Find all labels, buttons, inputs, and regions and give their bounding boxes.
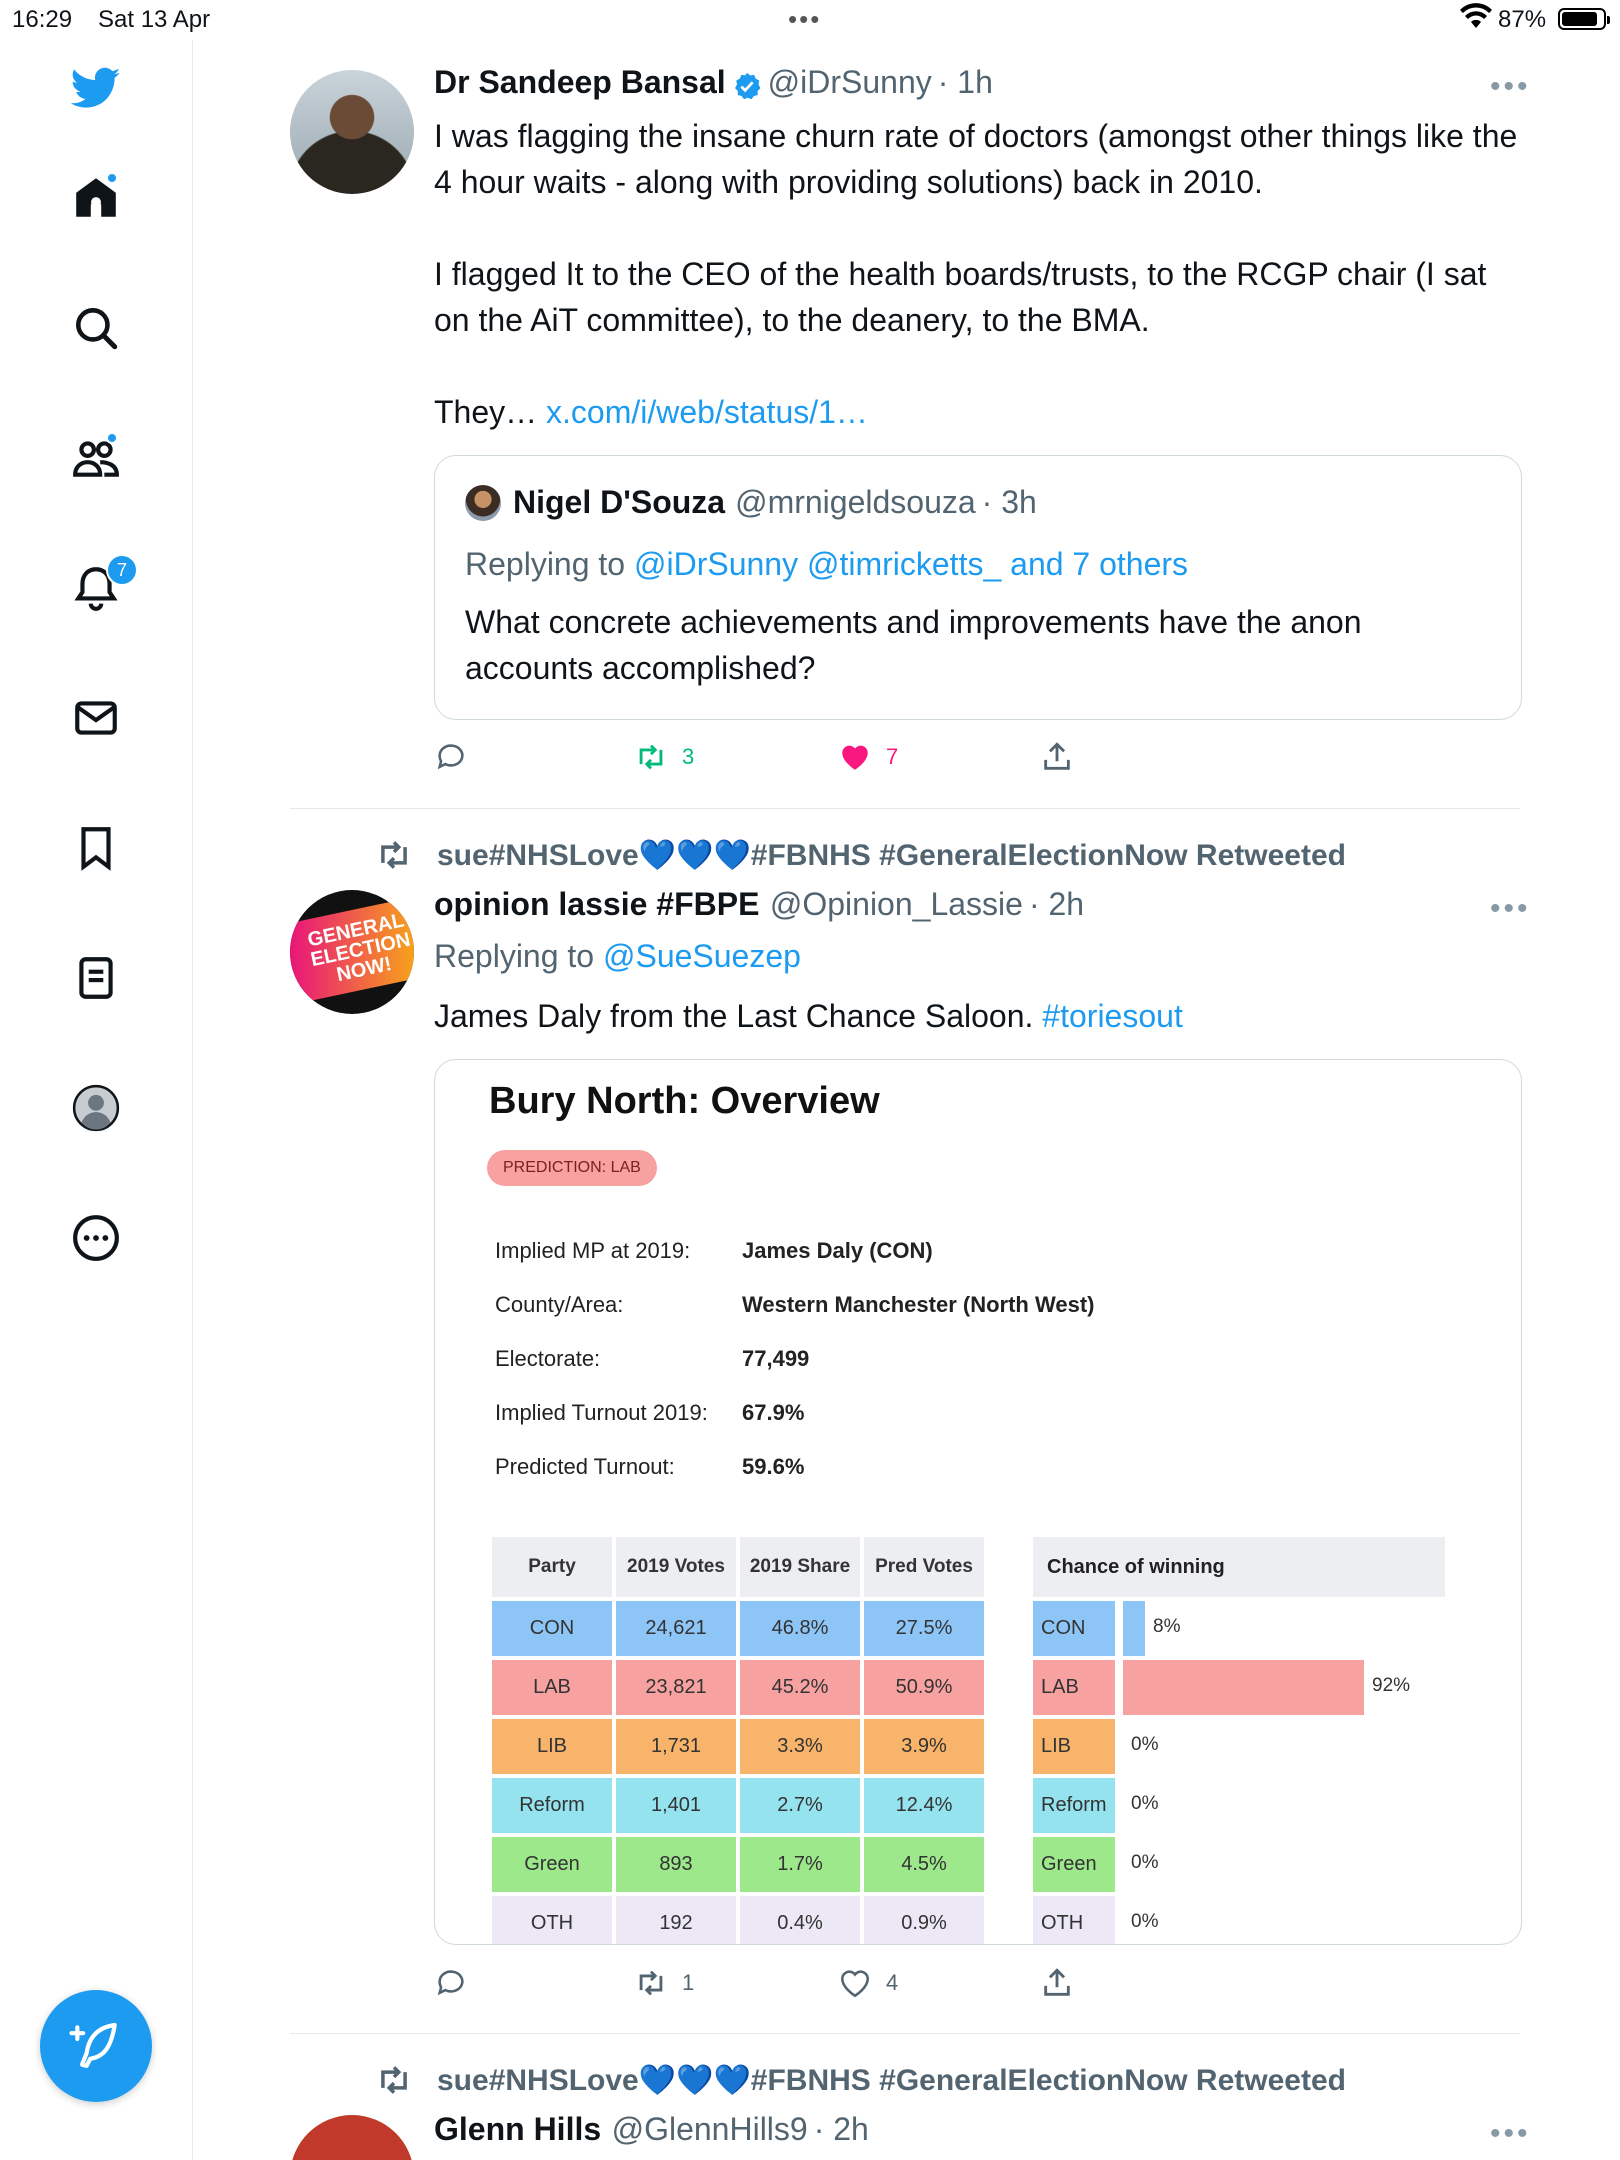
heart-filled-icon <box>838 740 872 774</box>
cell-votes: 1,731 <box>616 1719 736 1774</box>
cell-party: LIB <box>492 1719 612 1774</box>
home-notification-dot <box>106 172 118 184</box>
tweet2-replying-prefix: Replying to <box>434 938 595 974</box>
quote-author-name[interactable]: Nigel D'Souza <box>513 484 726 520</box>
retweet-icon <box>375 2061 413 2099</box>
retweet-icon <box>375 836 413 874</box>
fact-value: 59.6% <box>742 1454 805 1479</box>
tweet1-body <box>434 113 1524 435</box>
votes-table-header <box>492 1537 984 1597</box>
tweet2-retweet-button[interactable] <box>634 1966 694 2000</box>
tweet2-author-handle[interactable]: @Opinion_Lassie <box>769 886 1023 922</box>
tweet2-retweet-count: 1 <box>682 1970 695 1995</box>
chance-party: Reform <box>1033 1778 1115 1833</box>
cell-share: 0.4% <box>740 1896 860 1945</box>
tweet1-retweet-count: 3 <box>682 744 695 769</box>
tweet2-like-button[interactable] <box>838 1966 898 2000</box>
prediction-badge: PREDICTION: LAB <box>487 1150 657 1186</box>
cell-pred: 12.4% <box>864 1778 984 1833</box>
tweet1-share-button[interactable] <box>1040 740 1074 774</box>
tweet2-hashtag[interactable]: #toriesout <box>1042 998 1183 1034</box>
chance-row <box>1033 1601 1445 1660</box>
fact-label: Implied Turnout 2019: <box>495 1400 708 1425</box>
multitasking-dots-icon[interactable]: ••• <box>788 4 822 34</box>
quote-timestamp: · 3h <box>981 484 1037 520</box>
chance-party: Green <box>1033 1837 1115 1892</box>
tweet2-retweeted-by-text: sue#NHSLove💙💙💙#FBNHS #GeneralElectionNow Retweeted <box>437 838 1346 872</box>
tweet1-timestamp[interactable]: · 1h <box>937 64 993 100</box>
chance-label: 0% <box>1131 1734 1159 1755</box>
quote-author-avatar[interactable] <box>465 485 501 521</box>
tweet2-retweeted-by[interactable] <box>375 836 1346 874</box>
fact-value: Western Manchester (North West) <box>742 1292 1095 1317</box>
tweet2-text: James Daly from the Last Chance Saloon. <box>434 998 1034 1034</box>
tweet1-header <box>434 64 993 106</box>
fact-label: Implied MP at 2019: <box>495 1238 691 1263</box>
profile-avatar-icon[interactable] <box>66 1078 126 1138</box>
quoted-tweet[interactable] <box>434 455 1522 720</box>
tweet3-timestamp[interactable]: · 2h <box>813 2111 869 2147</box>
sidebar <box>0 40 193 2160</box>
table-row <box>492 1601 984 1656</box>
search-icon[interactable] <box>66 298 126 358</box>
tweet1-more-icon[interactable]: ••• <box>1490 70 1531 103</box>
communities-notification-dot <box>106 432 118 444</box>
header-2019-votes: 2019 Votes <box>616 1537 736 1597</box>
cell-votes: 1,401 <box>616 1778 736 1833</box>
status-date: Sat 13 Apr <box>98 6 211 33</box>
tweet1-link[interactable]: x.com/i/web/status/1… <box>546 394 868 430</box>
chance-header: Chance of winning <box>1033 1537 1445 1597</box>
retweet-icon <box>634 740 668 774</box>
chance-row <box>1033 1778 1445 1837</box>
tweet1-like-count: 7 <box>886 744 899 769</box>
tweet1-author-name[interactable]: Dr Sandeep Bansal <box>434 64 726 100</box>
tweet2-media-image[interactable] <box>434 1059 1522 1945</box>
tweet1-retweet-button[interactable] <box>634 740 694 774</box>
tweet3-retweeted-by[interactable] <box>375 2061 1346 2099</box>
cell-share: 3.3% <box>740 1719 860 1774</box>
chance-row <box>1033 1837 1445 1896</box>
tweet2-reply-button[interactable] <box>434 1966 468 2000</box>
cell-pred: 0.9% <box>864 1896 984 1945</box>
cell-share: 1.7% <box>740 1837 860 1892</box>
messages-icon[interactable] <box>66 688 126 748</box>
reply-icon <box>434 1966 468 2000</box>
cell-share: 2.7% <box>740 1778 860 1833</box>
tweet2-more-icon[interactable]: ••• <box>1490 892 1531 925</box>
tweet1-author-handle[interactable]: @iDrSunny <box>767 64 932 100</box>
tweet2-author-avatar[interactable] <box>290 890 414 1014</box>
status-time: 16:29 <box>12 6 73 33</box>
quote-author-handle[interactable]: @mrnigeldsouza <box>735 484 976 520</box>
tweet3-author-handle[interactable]: @GlennHills9 <box>611 2111 808 2147</box>
notifications-badge: 7 <box>106 554 138 586</box>
cell-votes: 23,821 <box>616 1660 736 1715</box>
tweet3-more-icon[interactable]: ••• <box>1490 2117 1531 2150</box>
fact-label: County/Area: <box>495 1292 624 1317</box>
media-title: Bury North: Overview <box>489 1080 880 1122</box>
communities-icon[interactable] <box>66 428 126 488</box>
tweet-divider <box>290 2033 1520 2034</box>
quote-text: What concrete achievements and improvements have the anon accounts accomplished? <box>465 604 1362 686</box>
cell-pred: 4.5% <box>864 1837 984 1892</box>
tweet1-text-p2: I flagged It to the CEO of the health boards/trusts, to the RCGP chair (I sat on the AiT committee), to the deanery, to the BMA. <box>434 256 1487 338</box>
cell-votes: 192 <box>616 1896 736 1945</box>
chance-party: LAB <box>1033 1660 1115 1715</box>
share-icon <box>1040 740 1074 774</box>
cell-pred: 27.5% <box>864 1601 984 1656</box>
fact-value: James Daly (CON) <box>742 1238 933 1263</box>
header-pred-votes: Pred Votes <box>864 1537 984 1597</box>
cell-pred: 50.9% <box>864 1660 984 1715</box>
tweet1-text-p1: I was flagging the insane churn rate of doctors (amongst other things like the 4 hour waits - along with providing solutions) back in 2010. <box>434 118 1518 200</box>
tweet1-reply-button[interactable] <box>434 740 468 774</box>
tweet2-author-name[interactable]: opinion lassie #FBPE <box>434 886 760 922</box>
chance-bar <box>1123 1601 1145 1656</box>
cell-votes: 893 <box>616 1837 736 1892</box>
chance-label: 8% <box>1153 1616 1181 1637</box>
cell-party: LAB <box>492 1660 612 1715</box>
tweet-divider <box>290 808 1520 809</box>
header-2019-share: 2019 Share <box>740 1537 860 1597</box>
chance-party: CON <box>1033 1601 1115 1656</box>
chance-label: 92% <box>1372 1675 1411 1696</box>
home-icon[interactable] <box>66 168 126 228</box>
twitter-logo-icon[interactable] <box>66 58 126 118</box>
quote-replying-to[interactable]: @iDrSunny @timricketts_ and 7 others <box>633 546 1189 582</box>
table-row <box>492 1837 984 1892</box>
chance-label: 0% <box>1131 1911 1159 1932</box>
cell-party: CON <box>492 1601 612 1656</box>
table-row <box>492 1660 984 1715</box>
chance-party: LIB <box>1033 1719 1115 1774</box>
chance-of-winning-chart <box>1033 1537 1445 1945</box>
battery-icon <box>1558 8 1606 30</box>
chance-label: 0% <box>1131 1852 1159 1873</box>
tweet1-like-button[interactable] <box>838 740 898 774</box>
chance-bar <box>1123 1660 1364 1715</box>
tweet3-author-avatar[interactable] <box>290 2115 414 2160</box>
chance-row <box>1033 1719 1445 1778</box>
lists-icon[interactable] <box>66 948 126 1008</box>
battery-percent: 87% <box>1498 6 1547 33</box>
tweet1-author-avatar[interactable] <box>290 70 414 194</box>
status-bar <box>0 0 1620 40</box>
cell-votes: 24,621 <box>616 1601 736 1656</box>
tweet2-share-button[interactable] <box>1040 1966 1074 2000</box>
votes-table <box>488 1533 988 1945</box>
chance-party: OTH <box>1033 1896 1115 1945</box>
more-options-icon[interactable] <box>66 1208 126 1268</box>
notifications-bell-icon[interactable] <box>66 558 126 618</box>
verified-badge-icon <box>732 71 762 106</box>
retweet-icon <box>634 1966 668 2000</box>
chance-row <box>1033 1896 1445 1945</box>
header-party: Party <box>492 1537 612 1597</box>
fact-value: 77,499 <box>742 1346 810 1371</box>
tweet1-text-p3: They… <box>434 394 538 430</box>
share-icon <box>1040 1966 1074 2000</box>
cell-pred: 3.9% <box>864 1719 984 1774</box>
fact-label: Predicted Turnout: <box>495 1454 675 1479</box>
fact-value: 67.9% <box>742 1400 805 1425</box>
heart-outline-icon <box>838 1966 872 2000</box>
cell-party: Green <box>492 1837 612 1892</box>
tweet3-retweeted-by-text: sue#NHSLove💙💙💙#FBNHS #GeneralElectionNow Retweeted <box>437 2063 1346 2097</box>
tweet3-author-name[interactable]: Glenn Hills <box>434 2111 602 2147</box>
tweet2-replying-to[interactable]: @SueSuezep <box>602 938 801 974</box>
compose-tweet-button[interactable] <box>40 1990 152 2102</box>
fact-label: Electorate: <box>495 1346 601 1371</box>
quote-replying-prefix: Replying to <box>465 546 626 582</box>
tweet2-timestamp[interactable]: · 2h <box>1028 886 1085 922</box>
chance-row <box>1033 1660 1445 1719</box>
table-row <box>492 1778 984 1833</box>
bookmarks-icon[interactable] <box>66 818 126 878</box>
chance-label: 0% <box>1131 1793 1159 1814</box>
tweet3-header <box>434 2111 869 2148</box>
wifi-icon <box>1460 2 1492 39</box>
cell-share: 46.8% <box>740 1601 860 1656</box>
tweet2-avatar-text: GENERAL ELECTION NOW! <box>305 909 413 987</box>
reply-icon <box>434 740 468 774</box>
cell-party: OTH <box>492 1896 612 1945</box>
table-row <box>492 1719 984 1774</box>
cell-party: Reform <box>492 1778 612 1833</box>
cell-share: 45.2% <box>740 1660 860 1715</box>
table-row <box>492 1896 984 1945</box>
tweet2-like-count: 4 <box>886 1970 899 1995</box>
tweet2-header <box>434 886 1084 923</box>
